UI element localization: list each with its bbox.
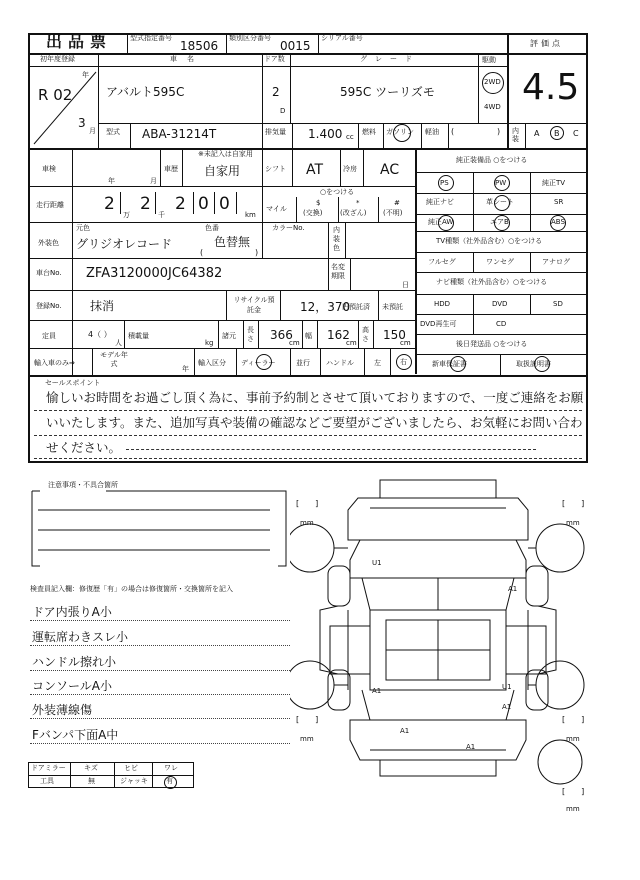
first-reg-label: 初年度登録 [40, 55, 75, 63]
tire-bracket-spare: [ ] [562, 787, 585, 796]
import-label: 輸入車のみ⇒ [34, 359, 75, 367]
equip-aw: 純正AW [428, 218, 454, 226]
interior-c: C [573, 129, 579, 138]
interior-a: A [534, 129, 540, 138]
tv-analog: アナログ [542, 258, 570, 266]
grade: 595C ツーリズモ [340, 85, 435, 99]
first-reg-month: 3 [78, 116, 86, 130]
color-no-label: 色番 [205, 224, 219, 232]
equip-pw: PW [495, 179, 507, 187]
load-unit: kg [205, 339, 214, 347]
mark-7: A1 [466, 743, 476, 751]
recycle-none: 未預託 [382, 303, 403, 311]
mileage-digit-3: 2 [175, 194, 186, 214]
mm-rr: mm [566, 735, 580, 743]
equip-ps: PS [440, 179, 449, 187]
capacity: 4（ ） [88, 330, 112, 339]
displacement: 1.400 [308, 127, 343, 141]
note-item-4: コンソールA小 [32, 679, 112, 693]
note-item-1: ドア内張りA小 [32, 605, 112, 619]
inspection-month-suffix: 月 [150, 177, 157, 185]
mm-rl: mm [300, 735, 314, 743]
equip-airbag: エアB [490, 218, 509, 226]
mileage-man: 万 [123, 211, 130, 219]
mm-fr: mm [566, 519, 580, 527]
car-name: アバルト595C [106, 85, 185, 99]
bt-jack: ジャッキ [120, 777, 148, 785]
equipment-title: 純正装備品 ○をつける [456, 156, 528, 164]
nav-hdd: HDD [434, 300, 451, 308]
form-title: 出品票 [46, 32, 113, 51]
int-color-label: 内装色 [333, 226, 340, 252]
mileage-km: km [245, 211, 256, 219]
drive-2wd: 2WD [484, 78, 501, 86]
mileage-label: 走行距離 [36, 201, 64, 209]
mileage-sen: 千 [158, 211, 165, 219]
tire-bracket-fl: [ ] [296, 499, 319, 508]
length-unit: cm [289, 339, 300, 347]
repaint: 色替無 [214, 235, 251, 249]
car-diagram [290, 470, 610, 810]
tire-bracket-fr: [ ] [562, 499, 585, 508]
width-label: 幅 [305, 332, 312, 340]
equip-tv: 純正TV [542, 179, 566, 187]
inspection-year-suffix: 年 [108, 177, 115, 185]
name-change-day: 日 [402, 281, 409, 289]
note-item-2: 運転席わきスレ小 [32, 630, 129, 644]
displacement-unit: cc [346, 133, 354, 141]
first-reg-month-suffix: 月 [89, 127, 96, 135]
notes-title: 注意事項・不具合箇所 [48, 481, 118, 489]
length-label: 長さ [247, 326, 254, 343]
mark-6: A1 [400, 727, 410, 735]
interior-label: 内装 [512, 127, 519, 143]
later-title: 後日発送品 ○をつける [456, 340, 528, 348]
tamper-label: (改ざん) [340, 209, 367, 217]
chassis-label: 車台No. [36, 269, 62, 277]
fuel-diesel: 軽油 [425, 128, 439, 136]
history-label: 車歴 [164, 165, 178, 173]
equip-leather: 革シート [486, 198, 514, 206]
recycle-label: リサイクル預託金 [233, 296, 275, 314]
mark-4: U1 [502, 683, 512, 691]
parallel: 並行 [296, 359, 310, 367]
reg-no: 抹消 [90, 299, 115, 313]
tire-bracket-rl: [ ] [296, 715, 319, 724]
note-item-5: 外装薄線傷 [32, 703, 93, 717]
tv-title: TV種類（社外品含む）○をつける [436, 237, 543, 245]
color-label: 外装色 [38, 239, 59, 247]
dims-label: 諸元 [222, 332, 236, 340]
later-warranty: 新車保証書 [432, 360, 467, 368]
category-label: 類別区分番号 [229, 34, 271, 42]
width-unit: cm [346, 339, 357, 347]
height-unit: cm [400, 339, 411, 347]
dealer: ディーラー [241, 359, 276, 367]
mark-2: A1 [508, 585, 518, 593]
color: グリジオレコード [76, 237, 173, 251]
unknown-sym: # [394, 199, 400, 207]
drive-4wd: 4WD [484, 103, 501, 111]
note-item-3: ハンドル擦れ小 [32, 655, 117, 669]
equip-sr: SR [554, 198, 564, 206]
fuel-gas: ガソリン [386, 128, 414, 136]
serial-label: シリアル番号 [321, 34, 363, 42]
ac: AC [380, 162, 400, 178]
model-cert-label: 型式指定番号 [130, 34, 172, 42]
recycle-unit: 円預託済 [342, 303, 370, 311]
color-code-label: カラーNo. [272, 224, 305, 232]
mm-spare: mm [566, 805, 580, 813]
width: 162 [327, 328, 350, 342]
later-manual: 取扱説明書 [516, 360, 551, 368]
tv-full: フルセグ [428, 258, 456, 266]
mark-1: U1 [372, 559, 382, 567]
repaint-paren-open: ( [200, 248, 204, 257]
grade-label: グレード [360, 55, 420, 63]
equip-abs: ABS [551, 218, 565, 226]
sales-line-2: いいたします。また、追加写真や装備の確認などご要望がございましたら、お気軽にお問い合わ [46, 415, 583, 430]
import-type-label: 輸入区分 [198, 359, 226, 367]
dvd-label: DVD再生可 [420, 320, 457, 328]
fuel-label: 燃料 [362, 128, 376, 136]
inspection-label: 車検 [42, 165, 56, 173]
bt-break: ワレ [164, 764, 178, 772]
handle-label: ハンドル [326, 359, 354, 367]
sales-line-3: せください。 [46, 440, 122, 455]
history-note: ※未記入は自家用 [198, 150, 253, 158]
inspector-label: 検査員記入欄：修復歴「有」の場合は修復箇所・交換箇所を記入 [30, 585, 233, 593]
bt-crack: ヒビ [124, 764, 138, 772]
mm-fl: mm [300, 519, 314, 527]
interior-b: B [554, 129, 560, 138]
bt-scratch: キズ [84, 764, 98, 772]
bt-tools: 工具 [40, 777, 54, 785]
grade-score-label: 評価点 [530, 39, 563, 48]
repaint-paren-close: ) [255, 248, 259, 257]
bt-none: 無 [88, 777, 95, 785]
tamper-sym: * [356, 199, 360, 207]
sales-label: セールスポイント [45, 379, 101, 387]
capacity-label: 定員 [42, 332, 56, 340]
fuel-other-open: ( [451, 127, 455, 136]
first-reg-era: R 02 [38, 86, 73, 104]
mark-5: A1 [502, 703, 512, 711]
category-no: 0015 [280, 39, 311, 53]
mile-note: ○をつける [320, 188, 355, 196]
reg-no-label: 登録No. [36, 302, 62, 310]
handle-left: 左 [374, 359, 381, 367]
nav-dvd: DVD [492, 300, 508, 308]
height: 150 [383, 328, 406, 342]
tire-bracket-rr: [ ] [562, 715, 585, 724]
first-reg-slash [28, 66, 98, 148]
grade-score: 4.5 [522, 67, 580, 108]
first-reg-year-suffix: 年 [82, 71, 89, 79]
mileage-digit-4: 0 [198, 194, 209, 214]
drive-label: 駆動 [482, 56, 496, 64]
equip-nav: 純正ナビ [426, 198, 454, 206]
recycle-amount: 12，370 [300, 300, 351, 314]
orig-color-label: 元色 [76, 224, 90, 232]
model-type-label: 型式 [106, 128, 120, 136]
chassis: ZFA3120000JC64382 [86, 266, 223, 281]
exchange-label: (交換) [303, 209, 323, 217]
fuel-other-close: ) [497, 127, 501, 136]
load-label: 積載量 [128, 332, 149, 340]
bt-mirror: ドアミラー [31, 764, 66, 772]
bt-yes: 有 [166, 777, 173, 785]
nav-sd: SD [553, 300, 563, 308]
mileage-digit-1: 2 [104, 194, 115, 214]
note-item-6: Fバンパ下面A中 [32, 728, 119, 742]
name-change-label: 名変期限 [331, 263, 345, 280]
shift: AT [306, 162, 324, 178]
tv-one: ワンセグ [486, 258, 514, 266]
car-name-label: 車名 [170, 55, 204, 63]
nav-title: ナビ種類（社外品含む）○をつける [436, 278, 548, 286]
model-year-suffix: 年 [182, 365, 189, 373]
shift-label: シフト [265, 165, 286, 173]
mileage-digit-5: 0 [219, 194, 230, 214]
sales-line-1: 愉しいお時間をお過ごし頂く為に、事前予約制とさせて頂いておりますので、一度ご連絡をお願 [46, 390, 584, 405]
doors: 2 [272, 85, 280, 99]
exchange-sym: $ [316, 199, 321, 207]
length: 366 [270, 328, 293, 342]
mark-3: A1 [372, 687, 382, 695]
unknown-label: (不明) [383, 209, 403, 217]
notes-bracket [26, 486, 292, 572]
model-type: ABA-31214T [142, 127, 217, 141]
height-label: 高さ [362, 326, 369, 343]
mileage-digit-2: 2 [140, 194, 151, 214]
history: 自家用 [204, 164, 241, 178]
model-cert-no: 18506 [180, 39, 219, 53]
ac-label: 冷房 [343, 165, 357, 173]
doors-label: ドア数 [264, 55, 285, 63]
displacement-label: 排気量 [265, 128, 286, 136]
cd-label: CD [496, 320, 507, 328]
door-type: D [280, 107, 286, 115]
handle-right: 右 [400, 358, 407, 366]
model-year-label: モデル年式 [100, 351, 128, 368]
mile-label: マイル [266, 205, 287, 213]
capacity-unit: 人 [115, 339, 122, 347]
